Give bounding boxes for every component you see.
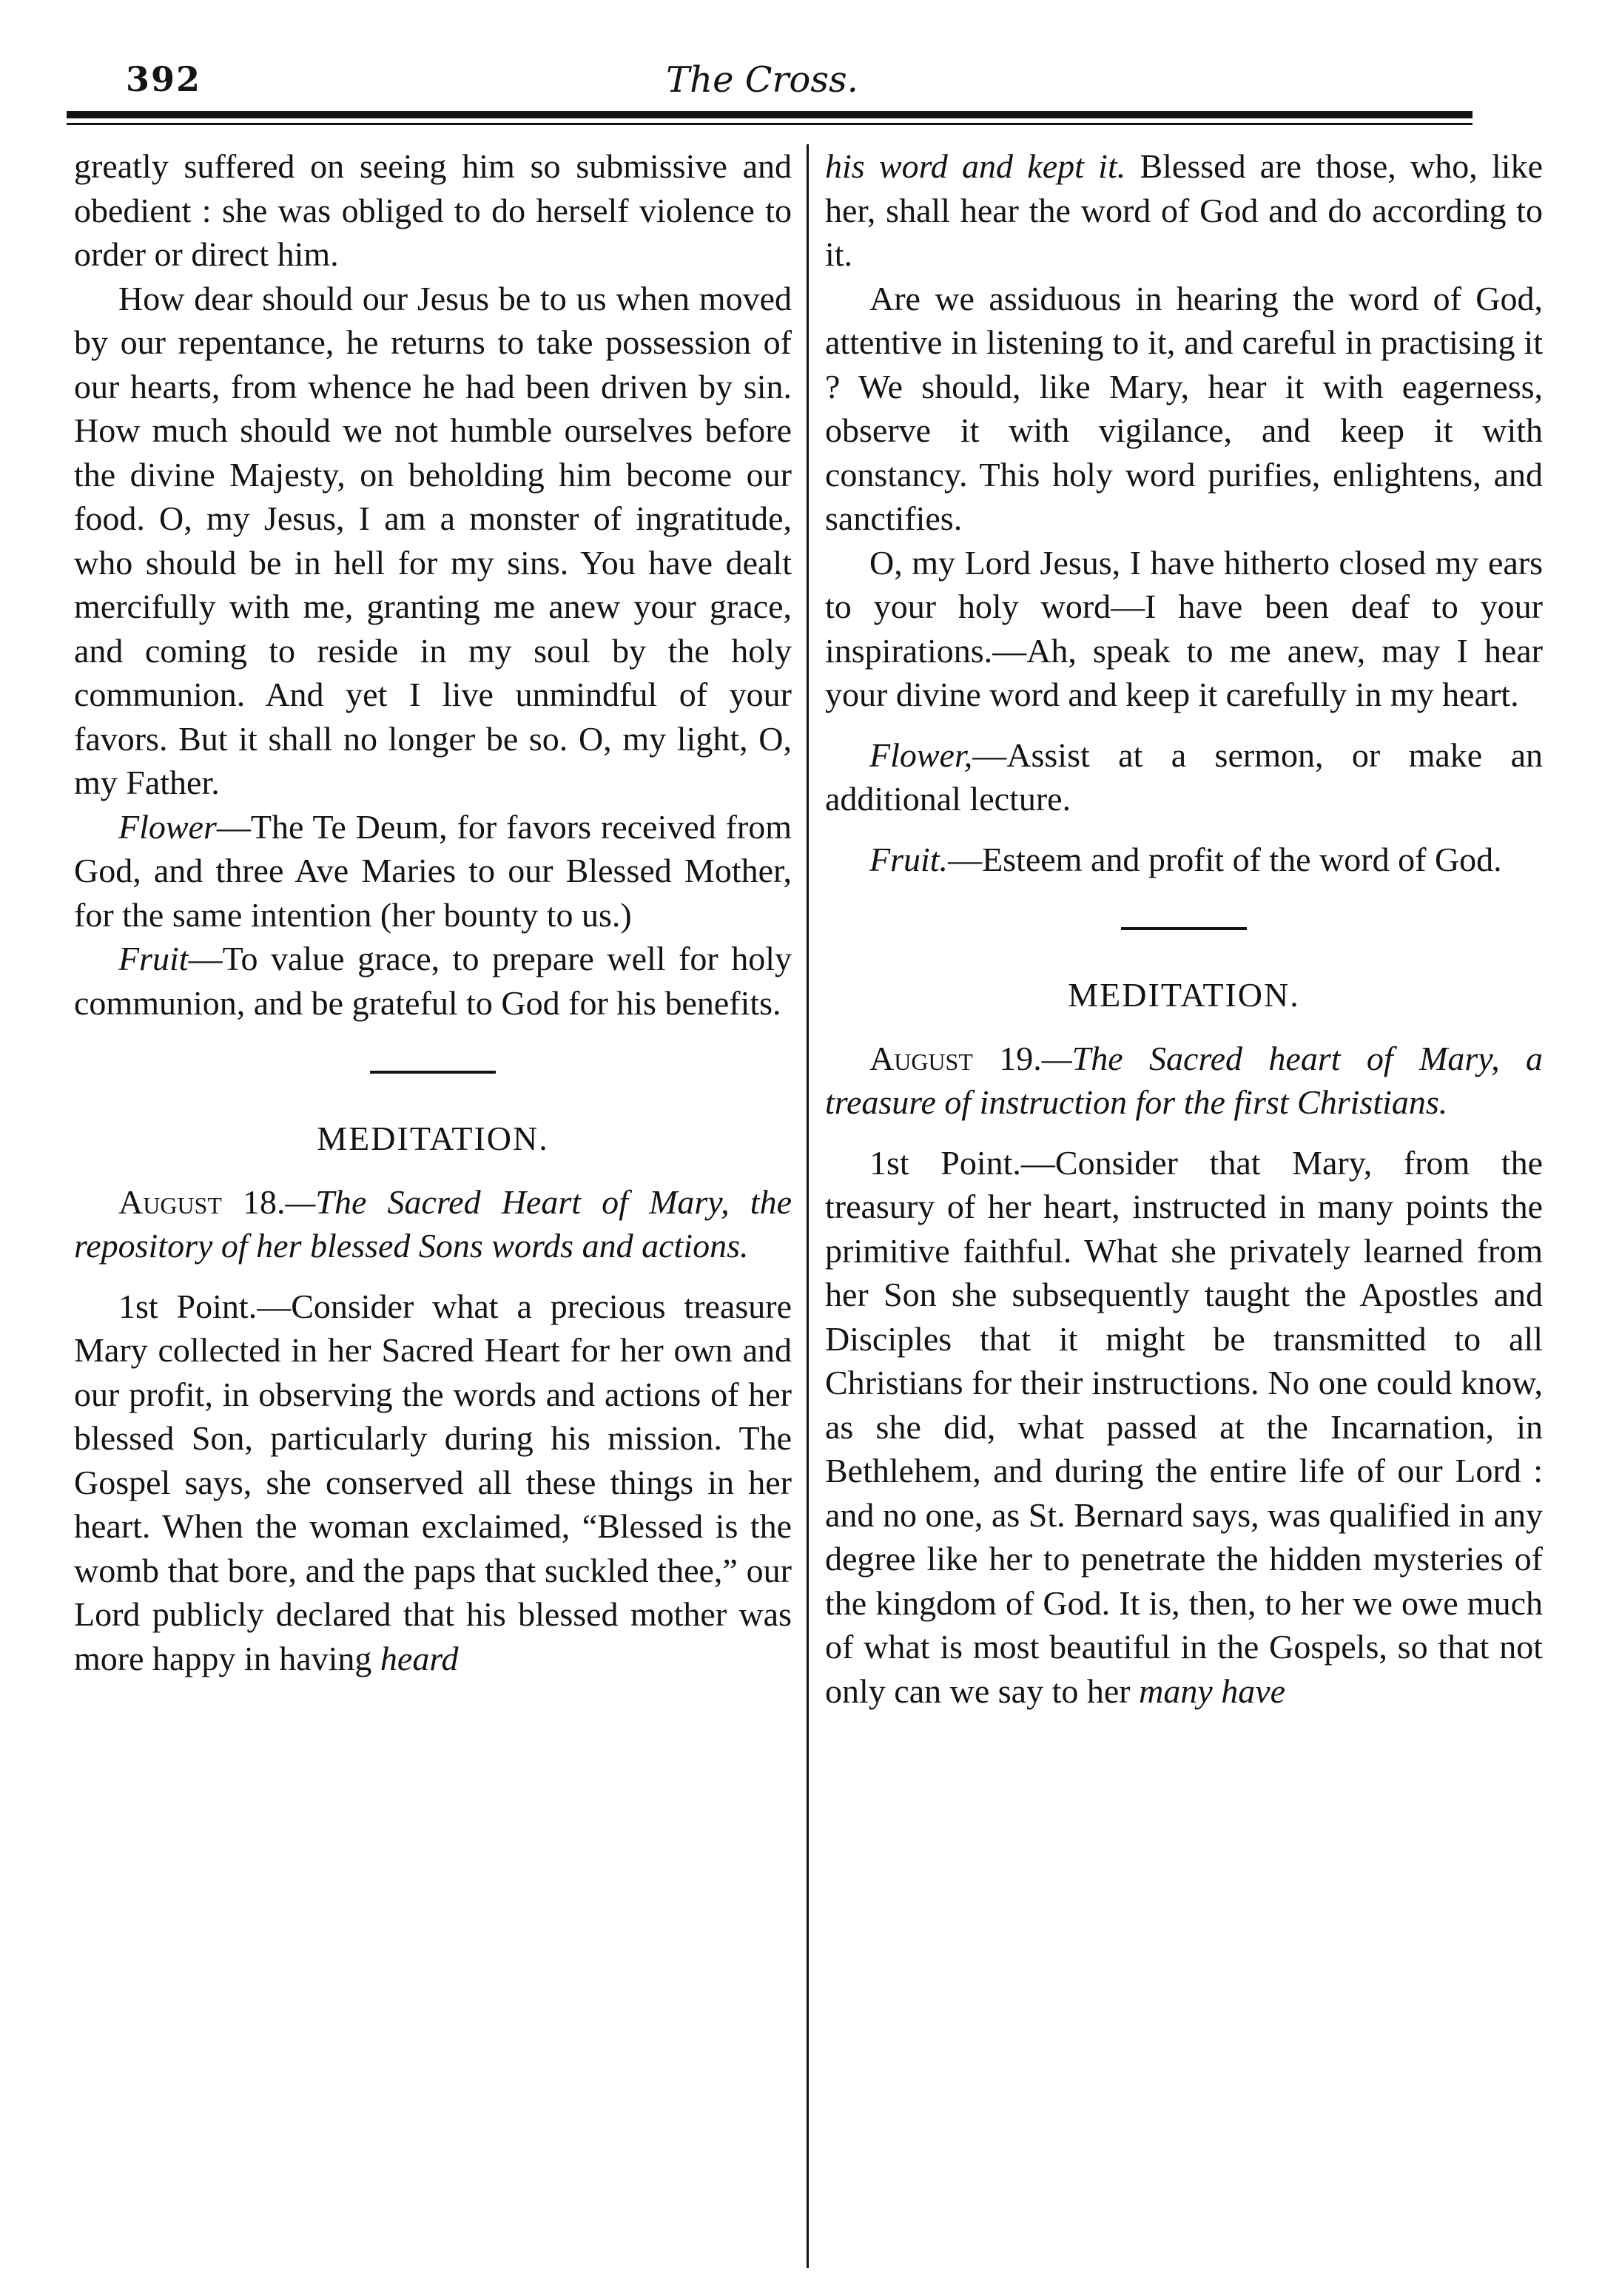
right-paragraph-prayer: O, my Lord Jesus, I have hitherto closed my ears to your holy word—I have been deaf to your inspirations.—Ah, speak to me anew, may I hear your divine word and keep it carefully in my heart. — [825, 543, 1543, 713]
flower-label: Flower, — [869, 735, 973, 774]
left-paragraph-prayer: How dear should our Jesus be to us when moved by our repentance, he returns to take possession of our hearts, from whence he had been driven by sin. How much should we not humble ourselves before the divine Majesty, on beholding him become our food. O, my Jesus, I am a monster of ingratitude, who should be in hell for my sins. You have dealt mercifully with me, granting me anew your grace, and coming to reside in my soul by the holy communion. And yet I live unmindful of your favors. But it shall no longer be so. O, my light, O, my Father. — [74, 279, 792, 801]
meditation-title-aug-18 — [74, 1180, 792, 1268]
left-paragraph-continued: greatly suffered on seeing him so submissive and obedient : she was obliged to do herself violence to order or direct him. — [74, 147, 792, 273]
left-fruit — [74, 937, 792, 1025]
right-paragraph-continued — [825, 144, 1543, 277]
fruit-text: —To value grace, to prepare well for holy communion, and be grateful to God for his benefits. — [74, 940, 792, 1022]
page-header — [44, 59, 1480, 111]
fruit-label: Fruit. — [869, 840, 949, 878]
page-number: 392 — [126, 59, 202, 99]
flower-text: —Assist at a sermon, or make an additional lecture. — [825, 735, 1543, 818]
meditation-title: —The Sacred Heart of Mary, the repository of her blessed Sons words and actions. — [74, 1182, 792, 1265]
first-point-text: 1st Point.—Consider that Mary, from the treasury of her heart, instructed in many points the primitive faithful. What she privately learned from her Son she subsequently taught the Apostles and Disciples that it might be transmitted to all Christians for their instructions. No one could know, as she did, what passed at the Incarnation, in Bethlehem, and during the entire life of our Lord : and no one, as St. Bernard says, was qualified in any degree like her to penetrate the hidden mysteries of the kingdom of God. It is, then, to her we owe much of what is most beautiful in the Gospels, so that not only can we say to her — [825, 1143, 1543, 1710]
meditation-date: August 19. — [869, 1039, 1042, 1077]
header-rule-thin — [67, 123, 1473, 125]
meditation-heading: MEDITATION. — [317, 1120, 549, 1157]
fruit-text: —Esteem and profit of the word of God. — [948, 840, 1502, 878]
meditation-date: August 18. — [118, 1182, 286, 1221]
header-rule — [67, 111, 1473, 118]
continued-italic: his word and kept it. — [825, 147, 1126, 185]
first-point-italic-end: many have — [1139, 1671, 1286, 1710]
meditation-heading: MEDITATION. — [1068, 976, 1300, 1014]
meditation-title-aug-19 — [825, 1037, 1543, 1125]
first-point-aug-18 — [74, 1285, 792, 1681]
column-divider — [807, 144, 809, 2268]
meditation-title: —The Sacred heart of Mary, a treasure of instruction for the first Christians. — [825, 1039, 1543, 1121]
right-flower — [825, 733, 1543, 821]
left-column — [74, 144, 792, 1680]
flower-text: —The Te Deum, for favors received from God, and three Ave Maries to our Blessed Mother, for the same intention (her bounty to us.) — [74, 807, 792, 934]
section-separator — [370, 1071, 496, 1074]
first-point-italic-end: heard — [380, 1639, 459, 1677]
first-point-aug-19 — [825, 1141, 1543, 1714]
flower-label: Flower — [118, 807, 217, 846]
right-fruit — [825, 838, 1543, 882]
right-paragraph-question: Are we assiduous in hearing the word of God, attentive in listening to it, and careful in practising it ? We should, like Mary, hear it with eagerness, observe it with vigilance, and keep it with constancy. This holy word purifies, enlightens, and sanctifies. — [825, 279, 1543, 537]
running-title: The Cross. — [666, 59, 858, 101]
section-separator — [1121, 927, 1247, 930]
fruit-label: Fruit — [118, 940, 189, 977]
continued-text: Blessed are those, who, like her, shall hear the word of God and do according to it. — [825, 147, 1543, 273]
left-flower — [74, 805, 792, 937]
first-point-text: 1st Point.—Consider what a precious treasure Mary collected in her Sacred Heart for her own and our profit, in observing the words and actions of her blessed Son, particularly during his mission. The Gospel says, she conserved all these things in her heart. When the woman exclaimed, “Blessed is the womb that bore, and the paps that suckled thee,” our Lord publicly declared that his blessed mother was more happy in having — [74, 1287, 792, 1677]
right-column — [825, 144, 1543, 1713]
